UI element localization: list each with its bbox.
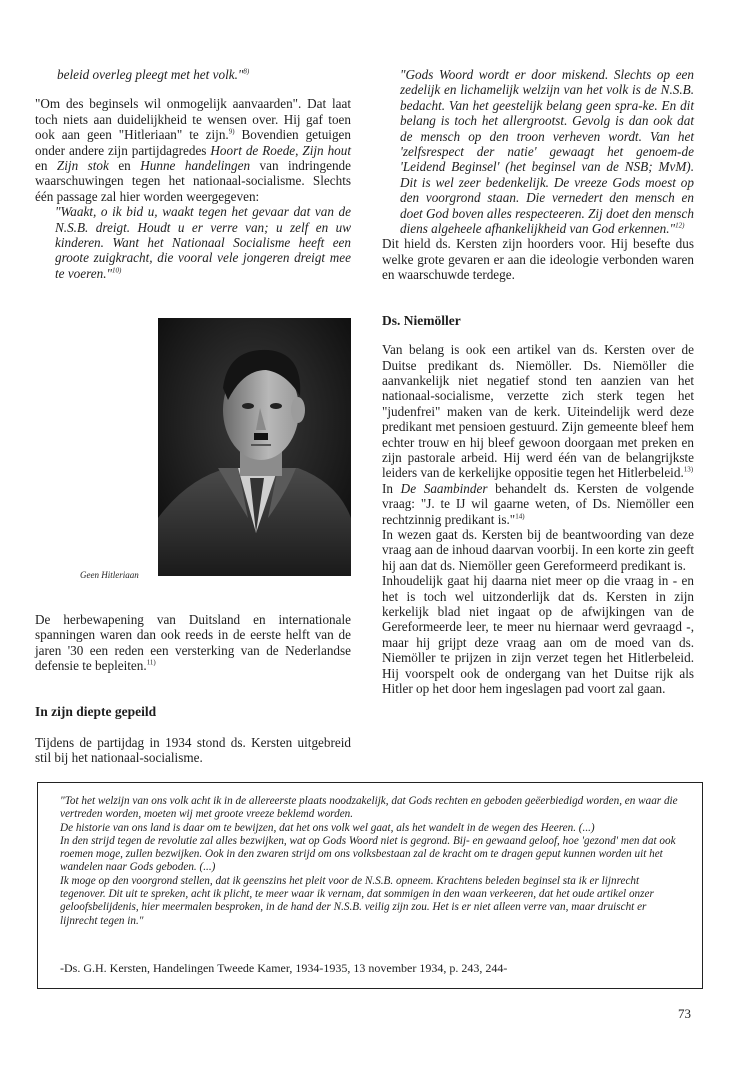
footnote-ref: 9)	[228, 127, 235, 136]
left-paragraph-3: De herbewapening van Duitsland en internationale spanningen waren dan ook reeds in de eerste helft van de jaren '30 een reden een versterking van de Nederlandse defensie te bepleiten.$^{11)}$	[35, 612, 351, 674]
right-column	[382, 67, 694, 696]
footnote-ref: 10)	[112, 266, 122, 275]
right-paragraph-2: Van belang is ook een artikel van ds. Kersten over de Duitse predikant ds. Niemöller. Ds. Niemöller die aanvankelijk niet negatief stond ten aanzien van het nationaal-socialisme, verzette zich sterk tegen het "judenfrei" maken van de kerk. Uiteindelijk werd deze predikant met pensioen gestuurd. Zijn gemeente bleef hem echter trouw en hij bleef gewoon doorgaan met preken en zijn pastorale arbeid. Hij werd één van de belangrijkste leiders van de kerkelijke oppositie tegen het Hitlerbeleid.$^{13)}$	[382, 342, 694, 481]
right-paragraph-3: In De Saambinder behandelt ds. Kersten de volgende vraag: "J. te IJ wil gaarne weten, of Ds. Niemöller een rechtzinnig predikant is."$^{14)}$	[382, 480, 694, 527]
footnote-ref: 11)	[146, 658, 156, 667]
kersten-quote: "Waakt, o ik bid u, waakt tegen het gevaar dat van de N.S.B. dreigt. Houdt u er verre van; u zelf en uw kinderen. Want het Nationaal Socialisme heeft een groote zuigkracht, die vooral vele jongeren dreigt mee te voeren."$^{10)}$	[55, 204, 351, 281]
right-paragraph-1: Dit hield ds. Kersten zijn hoorders voor. Hij besefte dus welke grote gevaren er aan die ideologie verbonden waren en waarschuwde terdege.	[382, 236, 694, 283]
right-paragraph-4: In wezen gaat ds. Kersten bij de beantwoording van deze vraag aan de inhoud daarvan voorbij. In een korte zin geeft hij aan dat ds. Niemöller geen Gereformeerd predikant is.	[382, 526, 694, 573]
top-quote-end: beleid overleg pleegt met het volk."$^{8)}$	[57, 67, 250, 82]
quote-line: In den strijd tegen de revolutie zal alles bezwijken, wat op Gods Woord niet is gegrond. Bij- en gewaand geloof, hoe 'gezond' men dat ook roemen moge, zullen bezwijken. Ook in den zwaren strijd om ons volksbestaan zal de kracht om te dragen geput kunnen worden uit het wandelen naar Gods geboden. (...)	[60, 834, 676, 874]
section-heading: Ds. Niemöller	[382, 312, 461, 328]
quote-box-text	[60, 795, 686, 928]
footnote-ref: 12)	[675, 221, 685, 230]
right-paragraph-5: Inhoudelijk gaat hij daarna niet meer op die vraag in - en het is toch wel uitzonderlijk dat ds. Kersten in zijn kerkelijk blad niet ingaat op de afwijkingen van de Gereformeerde leer, te meer nu hiernaar werd gevraagd -, maar hij grijpt deze vraag aan om de moed van ds. Niemöller te prijzen in zijn verzet tegen het Hitlerbeleid. Hij voorspelt ook de ondergang van het Duitse rijk als Hitler op het door hem ingeslagen pad voort zal gaan.	[382, 573, 694, 697]
quote-source: -Ds. G.H. Kersten, Handelingen Tweede Kamer, 1934-1935, 13 november 1934, p. 243, 244-	[60, 961, 508, 975]
left-paragraph-4: Tijdens de partijdag in 1934 stond ds. Kersten uitgebreid stil bij het nationaal-socialisme.	[35, 735, 351, 766]
footnote-ref: 13)	[683, 465, 694, 474]
portrait-photo	[158, 318, 351, 576]
right-quote: "Gods Woord wordt er door miskend. Slechts op een zedelijk en lichamelijk welzijn van het volk is de N.S.B. bedacht. Van het geestelijk belang geen spra-ke. En dit belang is toch het allergrootst. Gevolg is dan ook dat de mensch op den troon verheven wordt. Van het 'zelfsrespect der natie' gewaagt het genoem-de 'Leidend Beginsel' (het beginsel van de NSB; MvM). Dit is wel zeer bedenkelijk. De vreeze Gods moest op den voorgrond staan. Die vernedert den mensch en doet God boven alles respecteeren. Zij doet den mensch diens algeheele afhankelijkheid van God erkennen."$^{12)}$	[400, 67, 694, 237]
footnote-ref: 8)	[243, 67, 250, 76]
left-column-lower	[35, 612, 351, 766]
photo-caption: Geen Hitleriaan	[80, 570, 139, 580]
footnote-ref: 14)	[515, 512, 525, 521]
left-column	[35, 67, 351, 281]
page-number: 73	[678, 1006, 691, 1021]
left-paragraph-1: "Om des beginsels wil onmogelijk aanvaarden". Dat laat toch niets aan duidelijkheid te wensen over. Hij gaf toen ook aan geen "Hitleriaan" te zijn.$^{9)}$ Bovendien getuigen onder andere zijn partijdagredes Hoort de Roede, Zijn hout en Zijn stok en Hunne handelingen van indringende waarschuwingen tegen het nationaal-socialisme. Slechts één passage zal hier worden weergegeven:	[35, 96, 352, 204]
quote-line: "Tot het welzijn van ons volk acht ik in de allereerste plaats noodzakelijk, dat Gods rechten en geboden geëerbiedigd worden, en waar die vertreden worden, moeten wij met groote vreeze beklemd worden.	[60, 795, 678, 821]
quote-line: De historie van ons land is daar om te bewijzen, dat het ons volk wel gaat, als het wandelt in de wegen des Heeren. (...)	[60, 821, 595, 834]
section-heading: In zijn diepte gepeild	[35, 703, 157, 719]
quote-box	[37, 782, 703, 989]
quote-line: Ik moge op den voorgrond stellen, dat ik geenszins het pleit voor de N.S.B. opneem. Krachtens beleden beginsel sta ik er lijnrecht tegenover. Dit uit te spreken, acht ik plicht, te meer waar ik vernam, dat sommigen in den waan verkeeren, dat het oude artikel onzer geloofsbelijdenis, hier meermalen besproken, in de hand der N.S.B. veilig zijn zou. Het is er niet alleen verre van, maar druischt er lijnrecht tegen in."	[60, 874, 654, 927]
